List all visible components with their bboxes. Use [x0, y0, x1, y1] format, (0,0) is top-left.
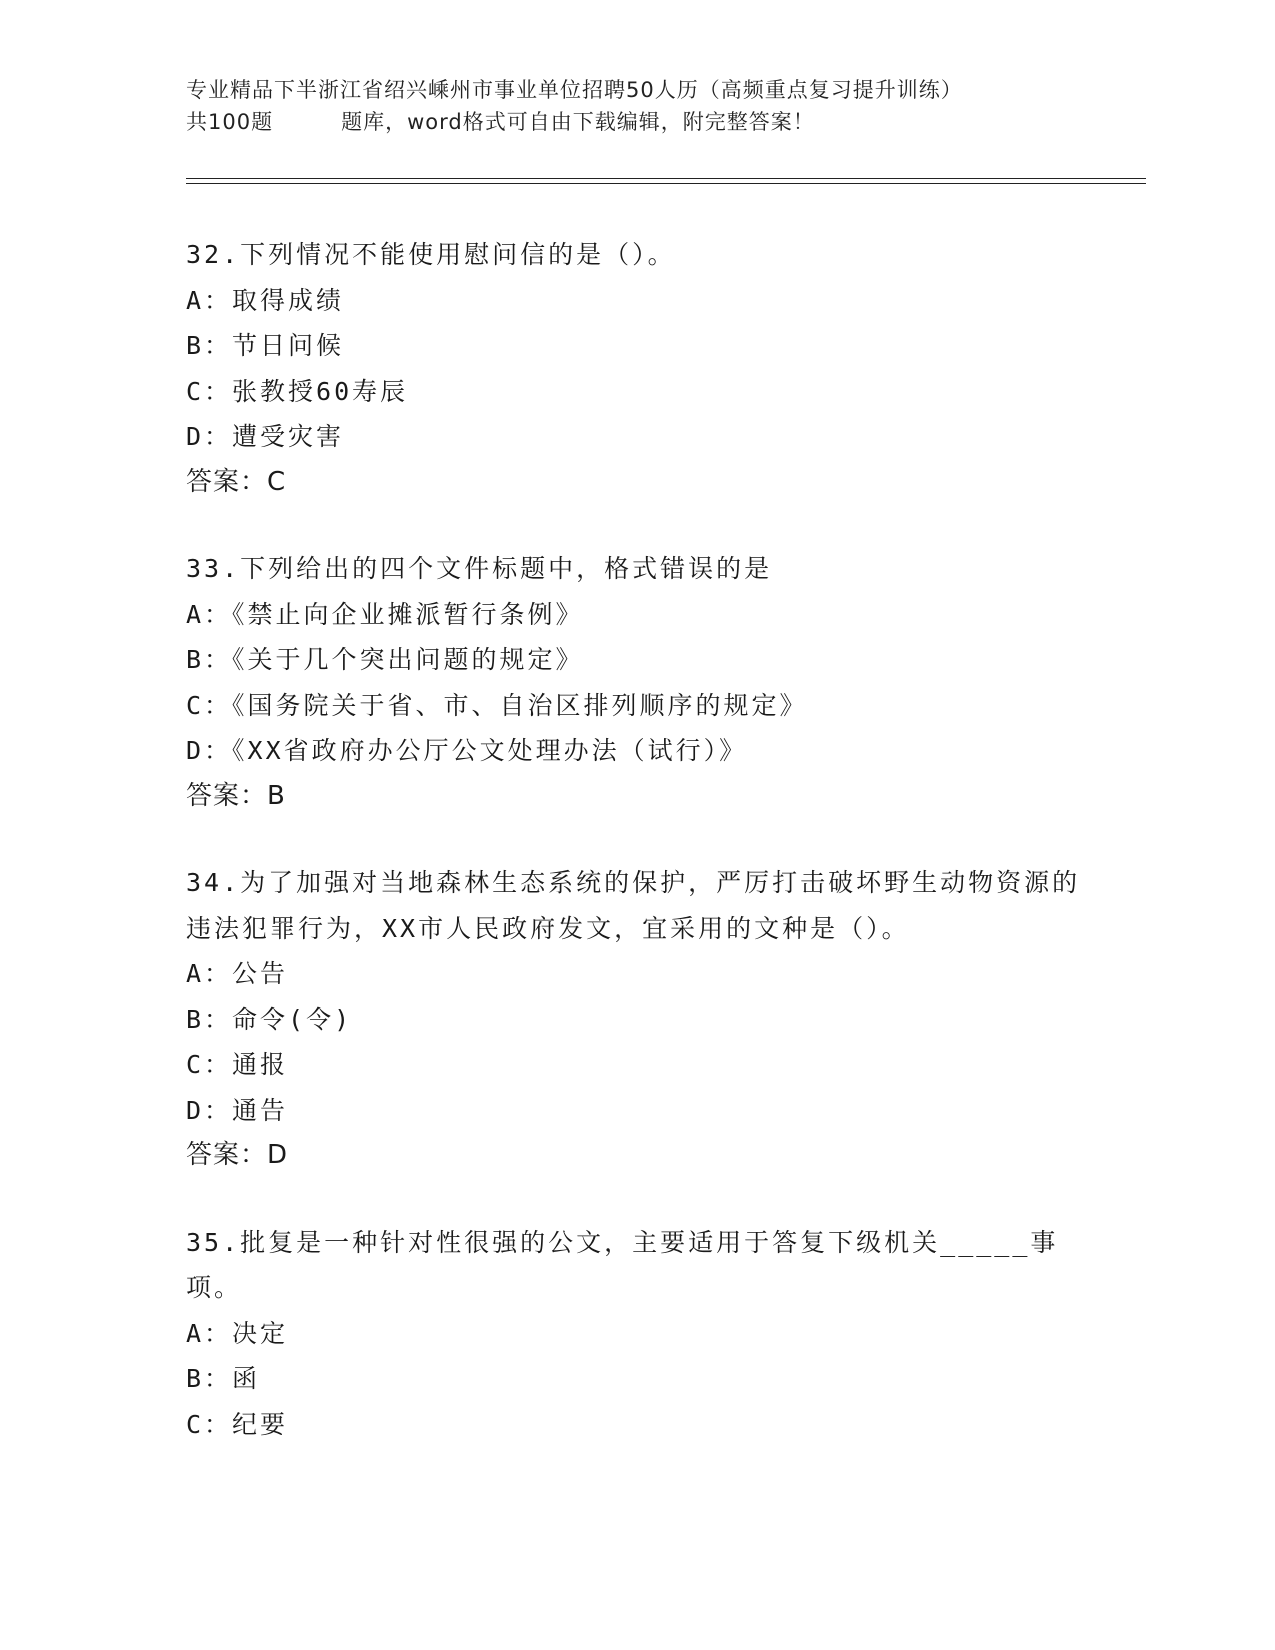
option-c: C：通报: [186, 1050, 289, 1079]
option-d: D：遭受灾害: [186, 422, 345, 451]
question-text: 33.下列给出的四个文件标题中，格式错误的是: [186, 554, 773, 583]
question-text: 35.批复是一种针对性很强的公文，主要适用于答复下级机关_____事项。: [186, 1227, 1059, 1302]
header-format-note: 题库，word格式可自由下载编辑，附完整答案！: [341, 110, 815, 134]
option-b: B：命令(令): [186, 1004, 353, 1034]
header-title-line: 专业精品下半浙江省绍兴嵊州市事业单位招聘50人历（高频重点复习提升训练）: [186, 78, 963, 102]
document-header: [186, 74, 1086, 138]
question-32: [186, 232, 1086, 505]
option-b: B：函: [186, 1364, 261, 1393]
header-rule-bottom: [186, 183, 1146, 184]
option-c: C：纪要: [186, 1409, 289, 1439]
answer-label: 答案：B: [186, 780, 286, 811]
option-b: B：《关于几个突出问题的规定》: [186, 645, 584, 674]
option-c: C：《国务院关于省、市、自治区排列顺序的规定》: [186, 690, 808, 720]
answer-label: 答案：D: [186, 1140, 289, 1170]
question-text: 34.为了加强对当地森林生态系统的保护，严厉打击破坏野生动物资源的违法犯罪行为，XX市人民政府发文，宜采用的文种是（）。: [186, 868, 1081, 943]
question-35: [186, 1220, 1086, 1448]
question-34: [186, 860, 1086, 1179]
option-d: D：通告: [186, 1095, 289, 1125]
option-b: B：节日问候: [186, 331, 345, 360]
header-rule-top: [186, 178, 1146, 179]
question-list: [186, 232, 1086, 1488]
option-a: A：《禁止向企业摊派暂行条例》: [186, 599, 584, 629]
option-d: D：《XX省政府办公厅公文处理办法（试行）》: [186, 736, 748, 765]
option-a: A：公告: [186, 959, 289, 988]
answer-label: 答案：C: [186, 466, 287, 497]
option-a: A：取得成绩: [186, 285, 345, 315]
header-question-count: 共100题: [186, 110, 274, 134]
question-33: [186, 546, 1086, 819]
question-text: 32.下列情况不能使用慰问信的是（）。: [186, 240, 676, 269]
header-subtitle-line: [186, 106, 1086, 138]
option-c: C：张教授60寿辰: [186, 376, 409, 406]
option-a: A：决定: [186, 1318, 289, 1348]
